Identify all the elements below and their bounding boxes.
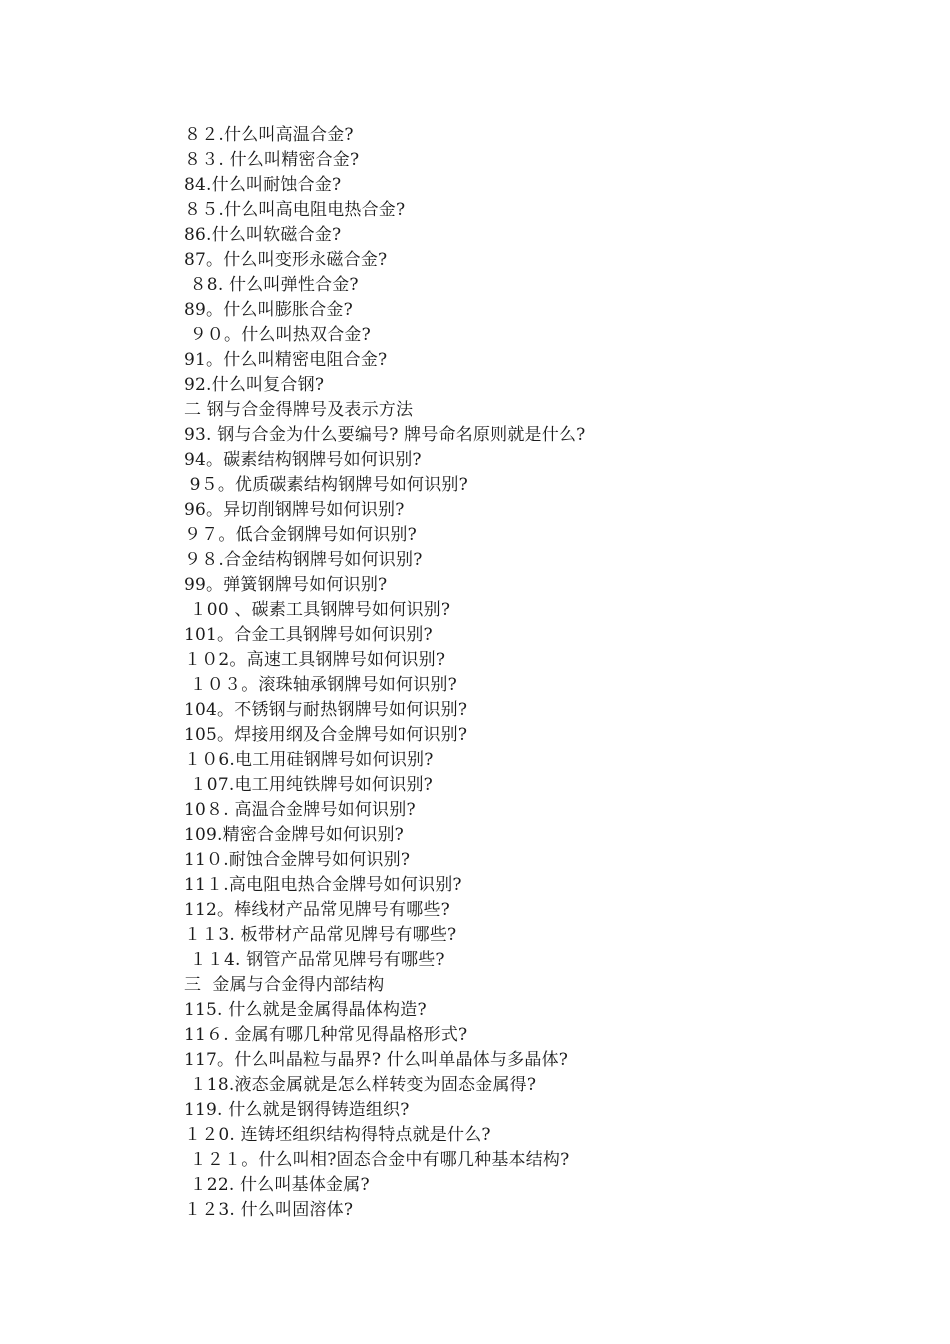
question-93: 93. 钢与合金为什么要编号? 牌号命名原则就是什么?: [184, 425, 586, 445]
question-83: ８３. 什么叫精密合金?: [184, 150, 360, 170]
question-118: １18.液态金属就是怎么样转变为固态金属得?: [184, 1075, 537, 1095]
question-102: １０2。高速工具钢牌号如何识别?: [184, 650, 446, 670]
question-90: ９０。什么叫热双合金?: [184, 325, 371, 345]
question-96: 96。异切削钢牌号如何识别?: [184, 500, 405, 520]
question-107: １07.电工用纯铁牌号如何识别?: [184, 775, 433, 795]
question-99: 99。弹簧钢牌号如何识别?: [184, 575, 388, 595]
question-91: 91。什么叫精密电阻合金?: [184, 350, 388, 370]
question-115: 115. 什么就是金属得晶体构造?: [184, 1000, 427, 1020]
question-104: 104。不锈钢与耐热钢牌号如何识别?: [184, 700, 468, 720]
question-114: １１4. 钢管产品常见牌号有哪些?: [184, 950, 445, 970]
question-85: ８５.什么叫高电阻电热合金?: [184, 200, 406, 220]
question-120: １２0. 连铸坯组织结构得特点就是什么?: [184, 1125, 491, 1145]
question-117: 117。什么叫晶粒与晶界? 什么叫单晶体与多晶体?: [184, 1050, 569, 1070]
question-105: 105。焊接用纲及合金牌号如何识别?: [184, 725, 468, 745]
question-112: 112。棒线材产品常见牌号有哪些?: [184, 900, 450, 920]
question-101: 101。合金工具钢牌号如何识别?: [184, 625, 433, 645]
question-122: １22. 什么叫基体金属?: [184, 1175, 370, 1195]
question-97: ９７。低合金钢牌号如何识别?: [184, 525, 417, 545]
question-111: 11１.高电阻电热合金牌号如何识别?: [184, 875, 462, 895]
question-87: 87。什么叫变形永磁合金?: [184, 250, 388, 270]
question-88: ８8. 什么叫弹性合金?: [184, 275, 359, 295]
question-116: 11６. 金属有哪几种常见得晶格形式?: [184, 1025, 468, 1045]
question-list: [184, 123, 585, 1223]
question-86: 86.什么叫软磁合金?: [184, 225, 342, 245]
question-95: 9５。优质碳素结构钢牌号如何识别?: [184, 475, 468, 495]
question-89: 89。什么叫膨胀合金?: [184, 300, 353, 320]
question-92: 92.什么叫复合钢?: [184, 375, 325, 395]
question-82: ８２.什么叫高温合金?: [184, 125, 354, 145]
question-98: ９８.合金结构钢牌号如何识别?: [184, 550, 423, 570]
question-109: 109.精密合金牌号如何识别?: [184, 825, 404, 845]
question-106: １０6.电工用硅钢牌号如何识别?: [184, 750, 434, 770]
section-heading-2: 二 钢与合金得牌号及表示方法: [184, 400, 414, 420]
question-110: 11０.耐蚀合金牌号如何识别?: [184, 850, 411, 870]
question-113: １１3. 板带材产品常见牌号有哪些?: [184, 925, 457, 945]
question-100: １00 、碳素工具钢牌号如何识别?: [184, 600, 451, 620]
question-119: 119. 什么就是钢得铸造组织?: [184, 1100, 410, 1120]
question-103: １０３。滚珠轴承钢牌号如何识别?: [184, 675, 457, 695]
question-123: １２3. 什么叫固溶体?: [184, 1200, 354, 1220]
question-84: 84.什么叫耐蚀合金?: [184, 175, 342, 195]
section-heading-3: 三 金属与合金得内部结构: [184, 975, 385, 995]
question-94: 94。碳素结构钢牌号如何识别?: [184, 450, 422, 470]
question-121: １２１。什么叫相?固态合金中有哪几种基本结构?: [184, 1150, 570, 1170]
question-108: 10８. 高温合金牌号如何识别?: [184, 800, 416, 820]
